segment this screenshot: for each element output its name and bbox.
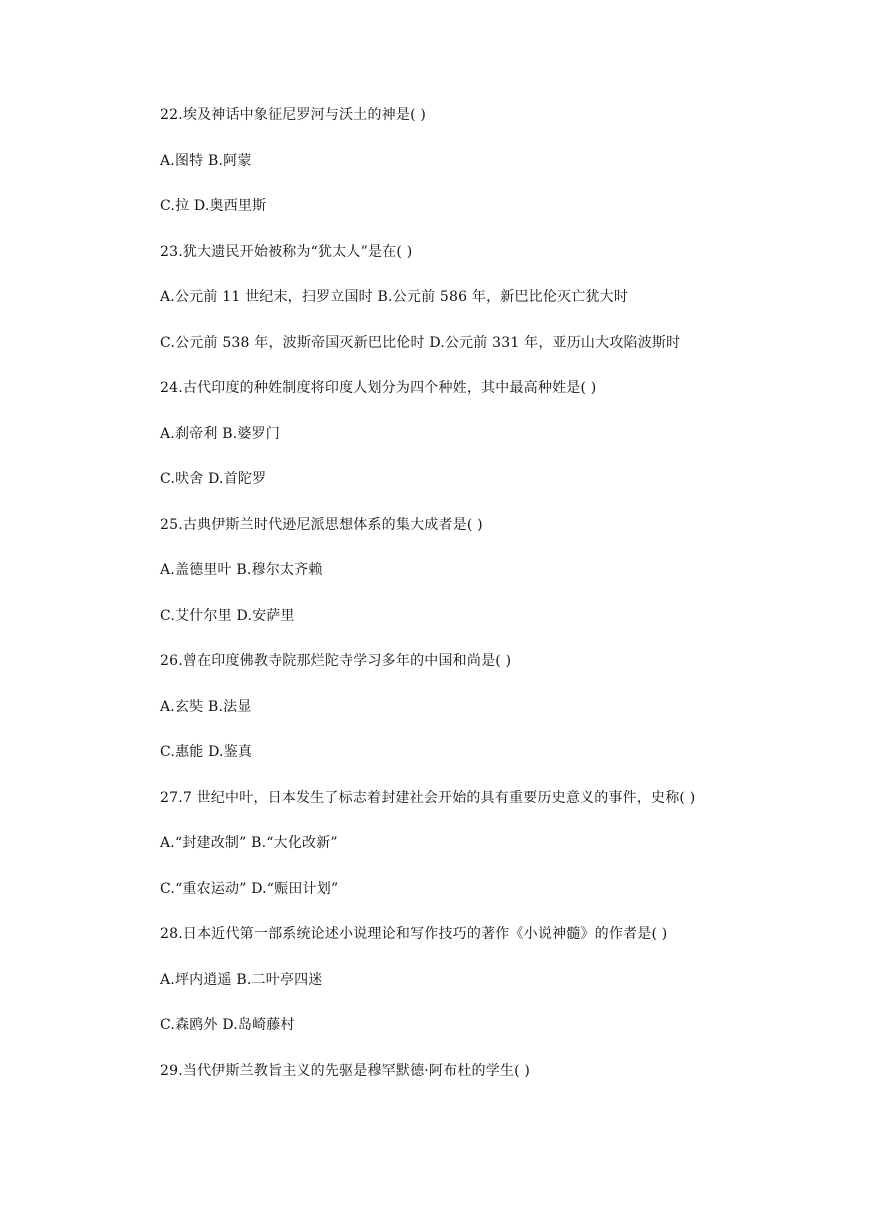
question-28-options-ab: A.坪内逍遥 B.二叶亭四迷 [160, 972, 323, 988]
question-25-options-cd: C.艾什尔里 D.安萨里 [160, 608, 295, 624]
question-27-stem: 27.7 世纪中叶，日本发生了标志着封建社会开始的具有重要历史意义的事件，史称( ) [160, 790, 696, 806]
question-23-options-ab: A.公元前 11 世纪末，扫罗立国时 B.公元前 586 年，新巴比伦灭亡犹大时 [160, 289, 629, 305]
question-28-stem: 28.日本近代第一部系统论述小说理论和写作技巧的著作《小说神髓》的作者是( ) [160, 926, 668, 942]
question-27-options-cd: C.“重农运动” D.“赈田计划” [160, 881, 339, 897]
question-22-options-cd: C.拉 D.奥西里斯 [160, 198, 267, 214]
question-24-stem: 24.古代印度的种姓制度将印度人划分为四个种姓，其中最高种姓是( ) [160, 380, 597, 396]
question-23-options-cd: C.公元前 538 年，波斯帝国灭新巴比伦时 D.公元前 331 年，亚历山大攻陷波斯时 [160, 335, 681, 351]
question-24-options-ab: A.刹帝利 B.婆罗门 [160, 426, 280, 442]
question-29-stem: 29.当代伊斯兰教旨主义的先驱是穆罕默德·阿布杜的学生( ) [160, 1063, 531, 1079]
question-25-options-ab: A.盖德里叶 B.穆尔太齐赖 [160, 562, 323, 578]
question-22-stem: 22.埃及神话中象征尼罗河与沃土的神是( ) [160, 107, 427, 123]
question-26-options-ab: A.玄奘 B.法显 [160, 699, 252, 715]
question-26-stem: 26.曾在印度佛教寺院那烂陀寺学习多年的中国和尚是( ) [160, 653, 512, 669]
question-24-options-cd: C.吠舍 D.首陀罗 [160, 471, 267, 487]
question-26-options-cd: C.惠能 D.鉴真 [160, 744, 253, 760]
question-23-stem: 23.犹大遗民开始被称为“犹太人”是在( ) [160, 244, 413, 260]
question-28-options-cd: C.森鸥外 D.岛崎藤村 [160, 1017, 295, 1033]
question-25-stem: 25.古典伊斯兰时代逊尼派思想体系的集大成者是( ) [160, 517, 483, 533]
question-27-options-ab: A.“封建改制” B.“大化改新” [160, 835, 338, 851]
question-22-options-ab: A.图特 B.阿蒙 [160, 153, 252, 169]
